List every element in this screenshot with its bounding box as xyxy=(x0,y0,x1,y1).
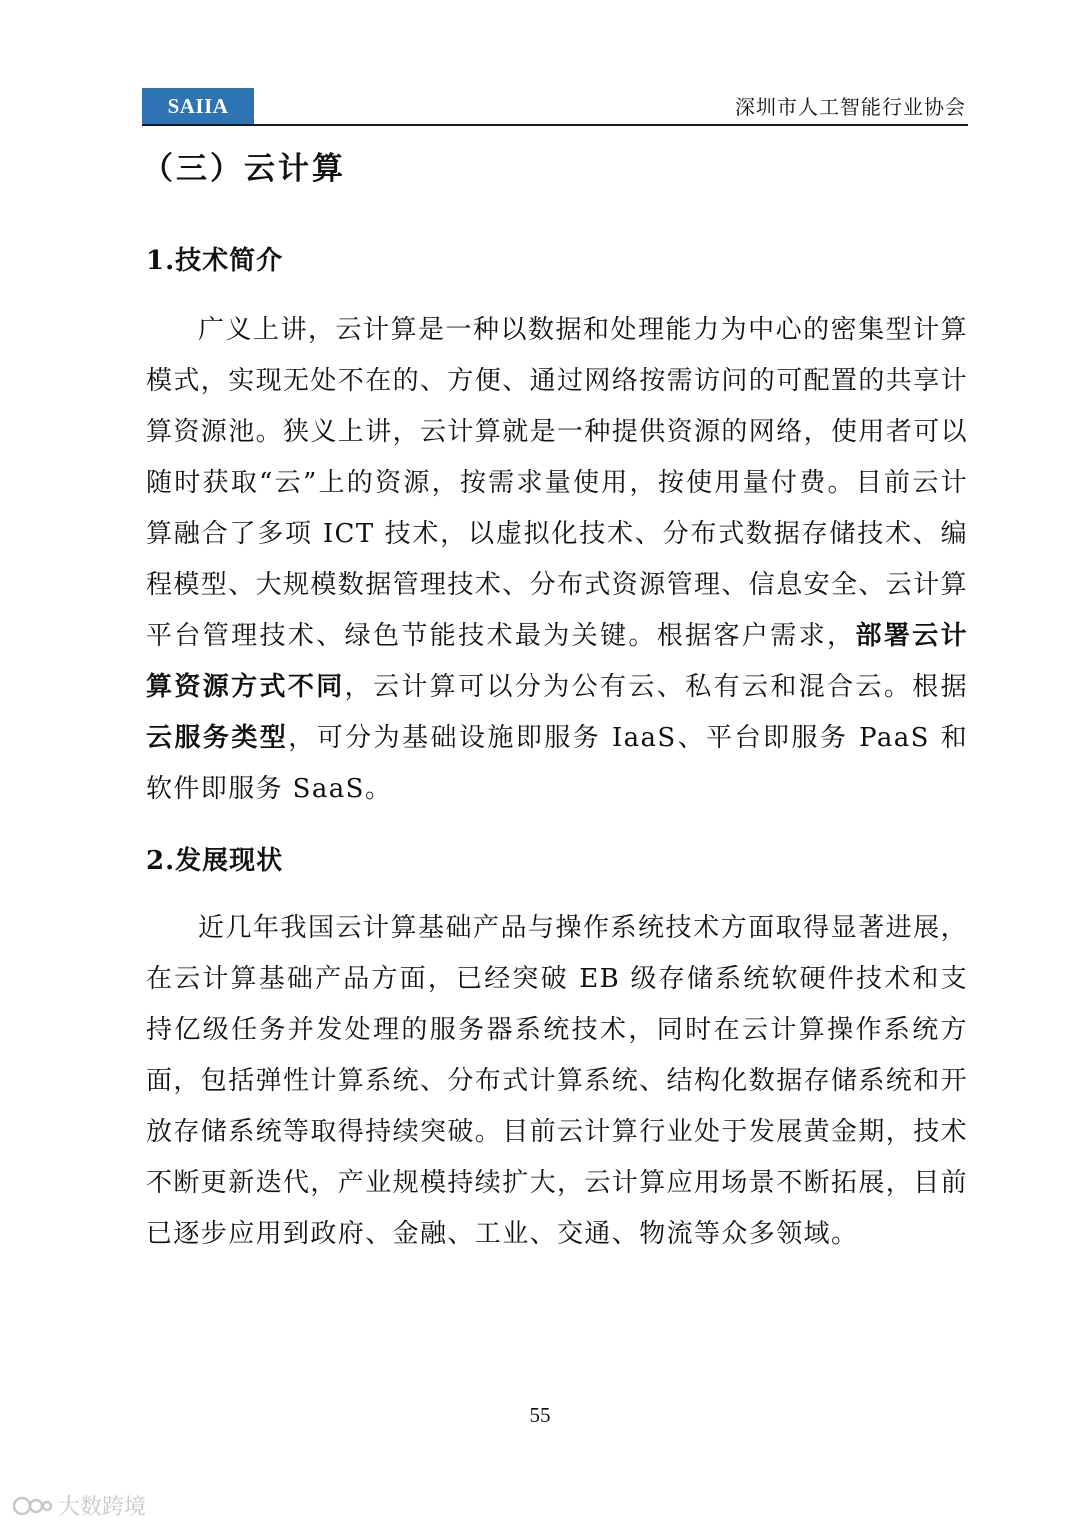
watermark xyxy=(12,1490,146,1521)
intro-text-a: 广义上讲，云计算是一种以数据和处理能力为中心的密集型计算模式，实现无处不在的、方便、通过网络按需访问的可配置的共享计算资源池。狭义上讲，云计算就是一种提供资源的网络，使用者可以随时获取“云”上的资源，按需求量使用，按使用量付费。目前云计算融合了多项 ICT 技术，以虚拟化技术、分布式数据存储技术、编程模型、大规模数据管理技术、分布式资源管理、信息安全、云计算平台管理技术、绿色节能技术最为关键。根据客户需求， xyxy=(146,315,969,651)
section-title: （三）云计算 xyxy=(142,151,346,187)
intro-bold-deployment: 部署云计算资源方式不同 xyxy=(146,621,968,702)
header-badge: SAIIA xyxy=(142,88,254,124)
intro-text-b: ，云计算可以分为公有云、私有云和混合云。根据 xyxy=(344,672,968,702)
watermark-logo-icon xyxy=(12,1495,52,1517)
page-number: 55 xyxy=(529,1403,551,1427)
intro-heading: 1.技术简介 xyxy=(146,246,284,276)
header-org-name: 深圳市人工智能行业协会 xyxy=(735,95,966,119)
watermark-text: 大数跨境 xyxy=(58,1495,147,1520)
status-paragraph: 近几年我国云计算基础产品与操作系统技术方面取得显著进展，在云计算基础产品方面，已经突破 EB 级存储系统软硬件技术和支持亿级任务并发处理的服务器系统技术，同时在云计算操作系统方面，包括弹性计算系统、分布式计算系统、结构化数据存储系统和开放存储系统等取得持续突破。目前云计算行业处于发展黄金期，技术不断更新迭代，产业规模持续扩大，云计算应用场景不断拓展，目前已逐步应用到政府、金融、工业、交通、物流等众多领域。 xyxy=(146,913,969,1249)
intro-bold-service-type: 云服务类型 xyxy=(146,723,289,753)
intro-paragraph xyxy=(146,305,968,815)
header-divider xyxy=(142,124,968,126)
status-heading: 2.发展现状 xyxy=(146,846,284,876)
intro-text-c: ，可分为基础设施即服务 IaaS、平台即服务 PaaS 和软件即服务 SaaS。 xyxy=(146,723,968,804)
